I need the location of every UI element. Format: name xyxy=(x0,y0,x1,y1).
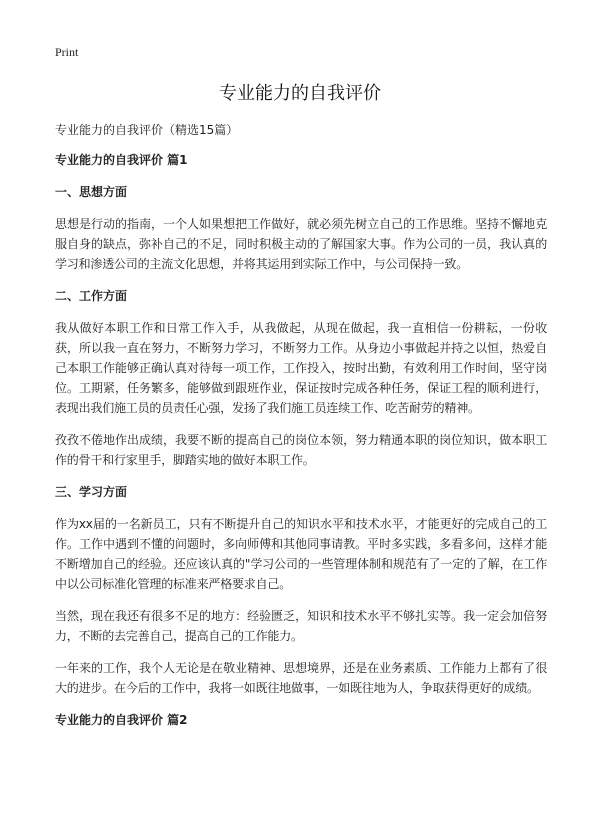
section-work-heading: 二、工作方面 xyxy=(55,289,128,303)
section-thought-heading: 一、思想方面 xyxy=(55,185,128,199)
section-work-paragraph-1: 我从做好本职工作和日常工作入手，从我做起，从现在做起，我一直相信一份耕耘，一份收获，所以我一直在努力，不断努力学习，不断努力工作。从身边小事做起并持之以恒，热爱自己本职工作能够正确认真对待每一项工作，工作投入，按时出勤，有效利用工作时间，坚守岗位。工期紧，任务繁多，能够做到跟班作业，保证按时完成各种任务，保证工程的顺利进行，表现出我们施工员的员责任心强，发扬了我们施工员连续工作、吃苦耐劳的精神。 xyxy=(55,321,547,415)
part-1-heading: 专业能力的自我评价 篇1 xyxy=(55,153,188,167)
section-study-paragraph-1: 作为xx届的一名新员工，只有不断提升自己的知识水平和技术水平，才能更好的完成自己的工作。工作中遇到不懂的问题时，多向师傅和其他同事请教。平时多实践，多看多问，这样才能不断增加自己的经验。还应该认真的"学习公司的一些管理体制和规范有了一定的了解，在工作中以公司标准化管理的标准来严格要求自己。 xyxy=(55,517,547,591)
document-subtitle: 专业能力的自我评价（精选15篇） xyxy=(55,123,239,137)
section-work-paragraph-2: 孜孜不倦地作出成绩，我要不断的提高自己的岗位本领，努力精通本职的岗位知识，做本职工作的骨干和行家里手，脚踏实地的做好本职工作。 xyxy=(55,433,547,467)
print-link[interactable]: Print xyxy=(55,45,79,59)
section-thought-paragraph: 思想是行动的指南，一个人如果想把工作做好，就必须先树立自己的工作思维。坚持不懈地克服自身的缺点，弥补自己的不足，同时积极主动的了解国家大事。作为公司的一员，我认真的学习和渗透公司的主流文化思想，并将其运用到实际工作中，与公司保持一致。 xyxy=(55,217,547,271)
section-study-heading: 三、学习方面 xyxy=(55,485,128,499)
document-title: 专业能力的自我评价 xyxy=(219,83,381,104)
part-2-heading: 专业能力的自我评价 篇2 xyxy=(55,713,188,727)
document-body xyxy=(55,120,547,742)
section-study-paragraph-2: 当然，现在我还有很多不足的地方：经验匮乏，知识和技术水平不够扎实等。我一定会加倍努力，不断的去完善自己，提高自己的工作能力。 xyxy=(55,609,547,643)
section-study-paragraph-3: 一年来的工作，我个人无论是在敬业精神、思想境界，还是在业务素质、工作能力上都有了很大的进步。在今后的工作中，我将一如既往地做事，一如既往地为人，争取获得更好的成绩。 xyxy=(55,661,547,695)
